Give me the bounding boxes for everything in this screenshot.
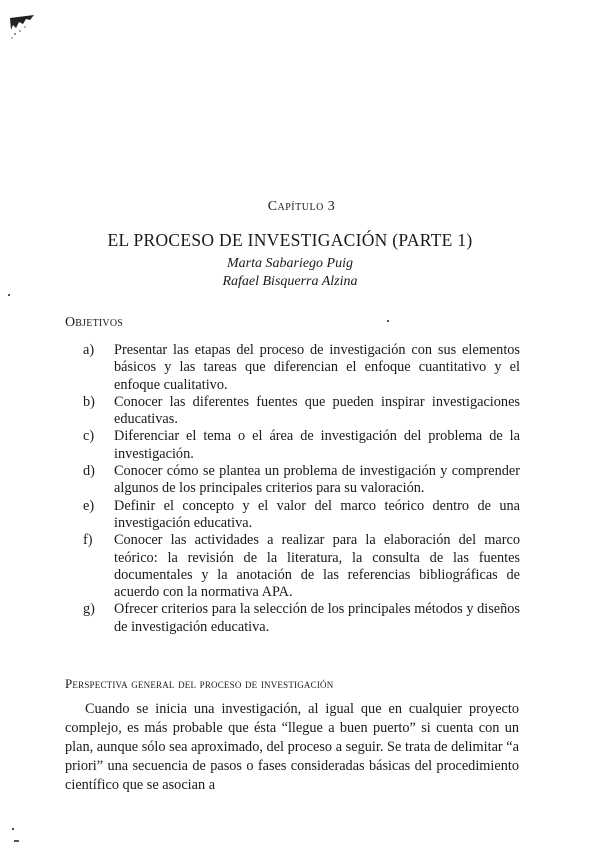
objective-item [83,463,520,498]
objective-marker: a) [83,342,95,358]
objective-text: Diferenciar el tema o el área de investigación del problema de la investigación. [114,428,520,462]
objective-item [83,428,520,463]
authors-block [0,255,580,291]
scan-speck [8,294,10,296]
objective-item [83,601,520,636]
objective-text: Ofrecer criterios para la selección de los principales métodos y diseños de investigación educativa. [114,601,520,635]
objective-text: Definir el concepto y el valor del marco teórico dentro de una investigación educativa. [114,497,520,531]
author-name: Marta Sabariego Puig [227,256,353,271]
perspective-heading: Perspectiva general del proceso de investigación [65,676,334,691]
objectives-list [83,342,520,636]
objective-item [83,342,520,394]
objective-text: Conocer las diferentes fuentes que pueden inspirar investigaciones educativas. [114,393,520,428]
objective-item [83,532,520,601]
chapter-title: EL PROCESO DE INVESTIGACIÓN (PARTE 1) [107,230,473,250]
author-name: Rafael Bisquerra Alzina [222,274,358,289]
objective-marker: b) [83,393,95,410]
objectives-heading: Objetivos [65,315,124,330]
scan-speck [12,828,14,830]
scan-speck [14,840,19,842]
body-paragraph: Cuando se inicia una investigación, al igual que en cualquier proyecto complejo, es más probable que ésta “llegue a buen puerto” si cuenta con un plan, aunque sólo sea aproximado, del proceso a seguir. Se trata de delimitar “a priori” una secuencia de pasos o fases consideradas básicas del procedimiento científico que se asocian a [65,701,519,793]
objective-marker: c) [83,428,95,445]
objective-marker: e) [83,497,95,514]
objective-item [83,394,520,429]
objective-text: Conocer cómo se plantea un problema de investigación y comprender algunos de los principales criterios para su valoración. [114,463,520,497]
objective-marker: d) [83,463,95,480]
objective-marker: g) [83,601,95,618]
scan-artifact-mark [8,12,38,42]
objective-item [83,498,520,533]
chapter-label: Capítulo 3 [267,199,336,214]
objective-marker: f) [83,532,93,549]
objective-text: Conocer las actividades a realizar para la elaboración del marco teórico: la revisión de la literatura, la consulta de las fuentes documentales y la anotación de las referencias bibliográficas de acuerdo con la normativa APA. [114,532,520,601]
scan-speck [387,320,389,322]
objective-text: Presentar las etapas del proceso de investigación con sus elementos básicos y las tareas que diferencian el enfoque cuantitativo y el enfoque cualitativo. [114,342,520,393]
